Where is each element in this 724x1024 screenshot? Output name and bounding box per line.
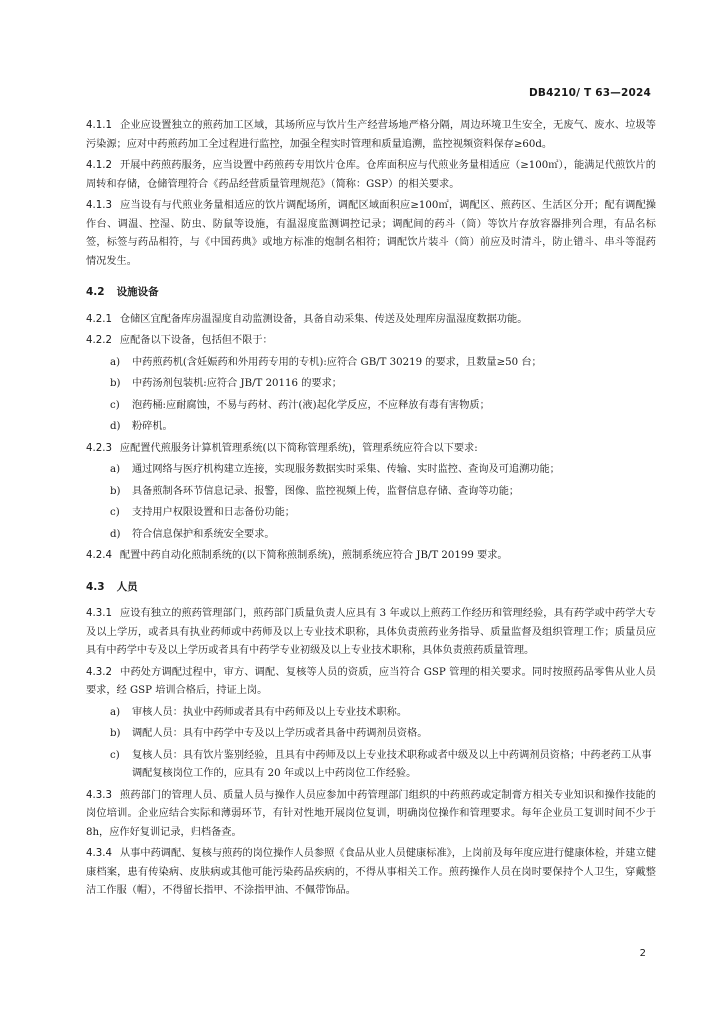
- page-number: 2: [639, 948, 646, 959]
- clause-text: 应配置代煎服务计算机管理系统(以下简称管理系统)，管理系统应符合以下要求:: [119, 442, 478, 454]
- list-item-text: 中药煎药机(含妊娠药和外用药专用的专机):应符合 GB/T 30219 的要求，且数量≥50 台；: [132, 356, 542, 368]
- list-item-text: 通过网络与医疗机构建立连接，实现服务数据实时采集、传输、实时监控、查询及可追溯功能；: [132, 464, 560, 475]
- list-item-text: 具备煎制各环节信息记录、报警，图像、监控视频上传，监督信息存储、查询等功能；: [132, 485, 520, 497]
- list-item: [110, 526, 656, 545]
- list-item-text: 审核人员：执业中药师或者具有中药师及以上专业技术职称。: [132, 706, 408, 718]
- clause-number: 4.1.2: [86, 160, 112, 171]
- section-number: 4.3: [86, 580, 105, 593]
- section-heading-4-2: [86, 283, 656, 302]
- section-number: 4.2: [86, 286, 105, 298]
- clause-4-3-4: [86, 845, 656, 901]
- list-item: [110, 354, 656, 373]
- list-item-label: b): [110, 485, 121, 497]
- document-code: DB4210/ T 63—2024: [529, 87, 651, 99]
- clause-number: 4.2.2: [86, 335, 112, 346]
- list-item-text: 复核人员：具有饮片鉴别经验，且具有中药师及以上专业技术职称或者中级及以上中药调剂员资格；中药老药工从事调配复核岗位工作的，应具有 20 年或以上中药岗位工作经验。: [132, 749, 652, 779]
- list-item-label: c): [110, 749, 120, 761]
- clause-4-2-4: [86, 547, 656, 566]
- list-item-text: 支持用户权限设置和日志备份功能；: [132, 507, 295, 518]
- list-item: [110, 418, 656, 437]
- clause-4-1-3: [86, 197, 656, 271]
- clause-number: 4.2.4: [86, 550, 112, 561]
- clause-text: 煎药部门的管理人员、质量人员与操作人员应参加中药管理部门组织的中药煎药或定制膏方相关专业知识和操作技能的岗位培训。企业应结合实际和薄弱环节，有针对性地开展岗位复训，明确岗位操作和管理要求。每年企业员工复训时间不少于 8h，应作好复训记录，归档备查。: [86, 789, 656, 838]
- list-item-label: a): [110, 464, 121, 475]
- clause-number: 4.3.4: [86, 848, 112, 859]
- list-item-label: a): [110, 706, 121, 718]
- clause-4-3-2: [86, 664, 656, 701]
- clause-4-1-1: [86, 117, 656, 154]
- clause-4-3-1: [86, 605, 656, 661]
- clause-number: 4.3.3: [86, 789, 112, 801]
- list-item: [110, 397, 656, 416]
- clause-number: 4.2.3: [86, 442, 112, 454]
- section-title: 人员: [116, 580, 138, 593]
- list-item-label: d): [110, 421, 121, 432]
- clause-4-3-3: [86, 787, 656, 843]
- clause-text: 仓储区宜配备库房温湿度自动监测设备，具备自动采集、传送及处理库房温湿度数据功能。: [119, 313, 528, 325]
- list-item-label: b): [110, 378, 121, 389]
- section-title: 设施设备: [116, 286, 159, 298]
- clause-number: 4.3.1: [86, 608, 112, 619]
- clause-text: 应当设有与代煎业务量相适应的饮片调配场所，调配区域面积应≥100㎡，调配区、煎药区、生活区分开；配有调配操作台、调温、控湿、防虫、防鼠等设施，有温湿度监测调控记录；调配间的药斗（筒）等饮片存放容器排列合理，有品名标签，标签与药品相符，与《中国药典》或地方标准的炮制名相符；调配饮片装斗（筒）前应及时清斗，防止错斗、串斗等混药情况发生。: [86, 200, 656, 267]
- clause-text: 应设有独立的煎药管理部门，煎药部门质量负责人应具有 3 年或以上煎药工作经历和管理经验，具有药学或中药学大专及以上学历，或者具有执业药师或中药师及以上专业技术职称，具体负责煎药业务指导、质量监督及组织管理工作；质量员应具有中药学中专及以上学历或者具有中药学专业初级及以上专业技术职称，具体负责煎药质量管理。: [86, 608, 656, 656]
- list-item-label: c): [110, 507, 120, 518]
- clause-number: 4.2.1: [86, 313, 112, 325]
- clause-number: 4.1.3: [86, 200, 112, 211]
- list-item-text: 调配人员：具有中药学中专及以上学历或者具备中药调剂员资格。: [132, 728, 428, 739]
- clause-4-2-3: [86, 440, 656, 459]
- clause-text: 配置中药自动化煎制系统的(以下简称煎制系统)，煎制系统应符合 JB/T 20199 要求。: [119, 550, 508, 561]
- list-item-label: d): [110, 528, 121, 540]
- clause-number: 4.1.1: [86, 120, 112, 131]
- clause-number: 4.3.2: [86, 666, 112, 678]
- list-item-text: 泡药桶:应耐腐蚀，不易与药材、药汁(液)起化学反应，不应释放有毒有害物质；: [132, 399, 490, 411]
- section-heading-4-3: [86, 578, 656, 597]
- list-item: [110, 483, 656, 502]
- list-item: [110, 725, 656, 744]
- list-item-label: b): [110, 728, 121, 739]
- clause-4-2-2: [86, 332, 656, 351]
- list-item: [110, 461, 656, 480]
- list-item: [110, 704, 656, 723]
- clause-text: 企业应设置独立的煎药加工区域，其场所应与饮片生产经营场地严格分隔，周边环境卫生安全，无废气、废水、垃圾等污染源；应对中药煎药加工全过程进行监控，加强全程实时管理和质量追溯，监控视频资料保存≥60d。: [86, 120, 656, 150]
- list-item: [110, 375, 656, 394]
- list-item-text: 粉碎机。: [132, 421, 173, 432]
- list-item-label: a): [110, 356, 121, 368]
- list-item-label: c): [110, 399, 120, 411]
- list-item: [110, 504, 656, 523]
- clause-text: 应配备以下设备，包括但不限于：: [119, 335, 273, 346]
- clause-text: 中药处方调配过程中，审方、调配、复核等人员的资质，应当符合 GSP 管理的相关要求。同时按照药品零售从业人员要求，经 GSP 培训合格后，持证上岗。: [86, 666, 656, 696]
- list-item-text: 中药汤剂包装机:应符合 JB/T 20116 的要求；: [132, 378, 342, 389]
- clause-4-2-1: [86, 311, 656, 330]
- list-item-text: 符合信息保护和系统安全要求。: [132, 528, 275, 540]
- list-item: [110, 747, 656, 784]
- clause-4-1-2: [86, 157, 656, 194]
- clause-text: 开展中药煎药服务，应当设置中药煎药专用饮片仓库。仓库面积应与代煎业务量相适应（≥100㎡），能满足代煎饮片的周转和存储，仓储管理符合《药品经营质量管理规范》（简称：GSP）的相关要求。: [86, 160, 656, 190]
- document-body: [86, 117, 656, 904]
- clause-text: 从事中药调配、复核与煎药的岗位操作人员参照《食品从业人员健康标准》，上岗前及每年度应进行健康体检，并建立健康档案，患有传染病、皮肤病或其他可能污染药品疾病的，不得从事相关工作。煎药操作人员在岗时要保持个人卫生，穿戴整洁工作服（帽），不得留长指甲、不涂指甲油、不佩带饰品。: [86, 848, 656, 896]
